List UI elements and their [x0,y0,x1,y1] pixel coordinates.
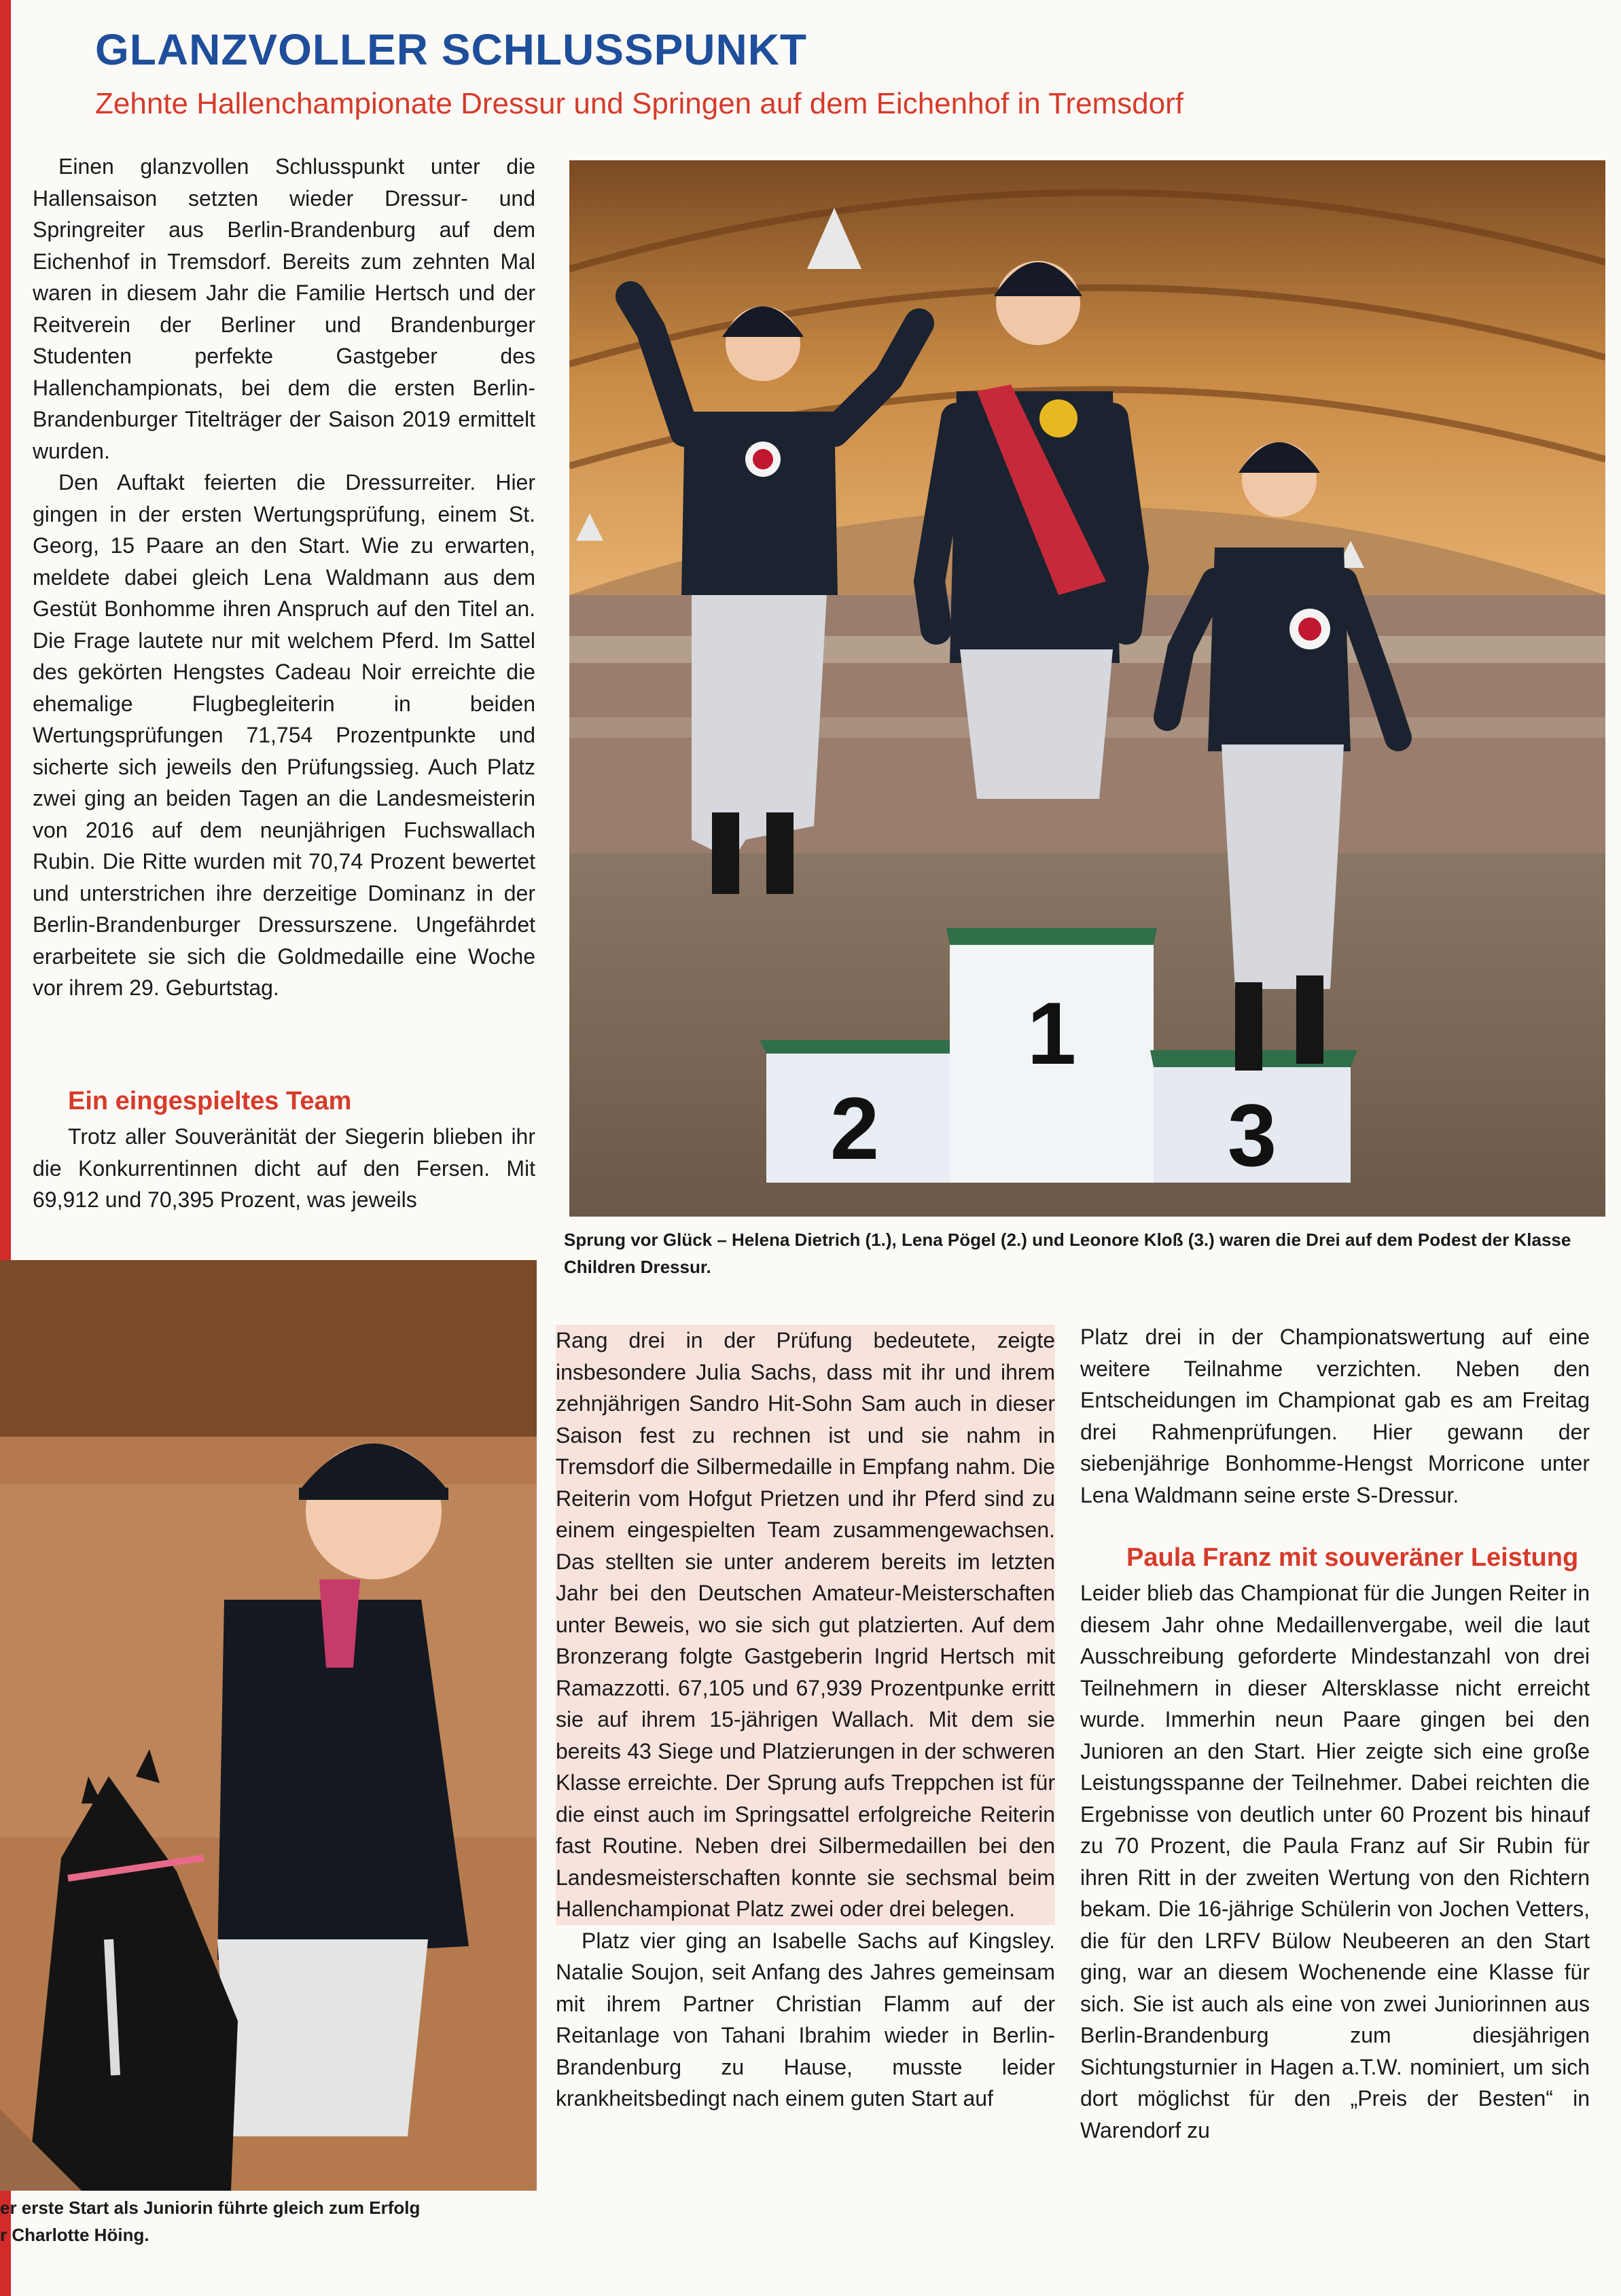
article-headline: GLANZVOLLER SCHLUSSPUNKT [95,25,807,74]
subheading-paula-franz: Paula Franz mit souveräner Leistung [1126,1543,1579,1572]
subheading-team: Ein eingespieltes Team [68,1087,352,1115]
paragraph-silver-medal: Rang drei in der Prüfung bedeutete, zeigte insbesondere Julia Sachs, dass mit ihr und ihrem zehnjährigen Sandro Hit-Sohn Sam auch in dieser Saison fest zu rechnen ist und sie nahm in Tremsdorf die Silbermedaille in Empfang nahm. Die Reiterin vom Hofgut Prietzen und ihr Pferd sind zu einem eingespielten Team zusammengewachsen. Das stellten sie unter anderem bereits im letzten Jahr bei den Deutschen Amateur-Meisterschaften unter Beweis, wo sie sich gut platzierten. Auf dem Bronzerang folgte Gastgeberin Ingrid Hertsch mit Ramazzotti. 67,105 und 67,939 Prozentpunke erritt sie auf ihrem 15-jährigen Wallach. Mit dem sie bereits 43 Siege und Platzierungen in der schweren Klasse erreichte. Der Sprung aufs Treppchen ist für die einst auch im Springsattel erfolgreiche Reiterin fast Routine. Neben drei Silbermedaillen bei den Landesmeisterschaften konnte sie sechsmal beim Hallenchampionat Platz zwei oder drei belegen. [556,1325,1055,1925]
paragraph-juniors: Leider blieb das Championat für die Jungen Reiter in diesem Jahr ohne Medaillenvergabe, weil die laut Ausschreibung geforderte Mindestanzahl von drei Teilnehmern in dieser Altersklasse nicht erreicht wurde. Immerhin neun Paare gingen bei den Junioren an den Start. Hier zeigte sich eine große Leistungsspanne der Teilnehmer. Dabei reichten die Ergebnisse von deutlich unter 60 Prozent bis hinauf zu 70 Prozent, die Paula Franz auf Sir Rubin für ihren Ritt in der zweiten Wertung von den Richtern bekam. Die 16-jährige Schülerin von Jochen Vetters, die für den LRFV Bülow Neubeeren an den Start ging, war an diesem Wochenende eine Klasse für sich. Sie ist auch als eine von zwei Juniorinnen aus Berlin-Brandenburg zum diesjährigen Sichtungsturnier in Hagen a.T.W. nominiert, um sich dort möglichst für den „Preis der Besten“ in Warendorf zu [1080,1581,1590,2142]
caption-line-1: er erste Start als Juniorin führte gleich zum Erfolg [0,2198,421,2218]
paragraph-dressage-start: Den Auftakt feierten die Dressurreiter. Hier gingen in der ersten Wertungsprüfung, einem St. Georg, 15 Paare an den Start. Wie zu erwarten, meldete dabei gleich Lena Waldmann aus dem Gestüt Bonhomme ihren Anspruch auf den Titel an. Die Frage lautete nur mit welchem Pferd. Im Sattel des gekörten Hengstes Cadeau Noir erreichte die ehemalige Flugbegleiterin in beiden Wertungsprüfungen 71,754 Prozentpunkte und sicherte sich jeweils den Prüfungssieg. Auch Platz zwei ging an beiden Tagen an die Landesmeisterin von 2016 auf dem neunjährigen Fuchswallach Rubin. Die Ritte wurden mit 70,74 Prozent bewertet und unterstrichen ihre derzeitige Dominanz in der Berlin-Brandenburger Dressurszene. Ungefährdet erarbeitete sie sich die Goldmedaille eine Woche vor ihrem 29. Geburtstag. [33,470,535,1000]
podium-photo-caption: Sprung vor Glück – Helena Dietrich (1.), Lena Pögel (2.) und Leonore Kloß (3.) waren die Drei auf dem Podest der Klasse Children Dressur. [564,1230,1571,1277]
left-column-upper [33,151,535,1004]
middle-column [556,1325,1055,2115]
right-column [1080,1321,1590,2146]
paragraph-competitors: Trotz aller Souveränität der Siegerin blieben ihr die Konkurrentinnen dicht auf den Fersen. Mit 69,912 und 70,395 Prozent, was jeweils [33,1124,535,1212]
left-column-lower [33,1086,535,1216]
article-subheadline: Zehnte Hallenchampionate Dressur und Springen auf dem Eichenhof in Tremsdorf [95,87,1184,120]
rider-horse-photo-caption [0,2194,537,2248]
podium-number-2: 2 [830,1079,880,1178]
podium-number-3: 3 [1227,1086,1277,1185]
podium-photo [569,160,1605,1217]
podium-number-1: 1 [1027,984,1077,1083]
rider-horse-photo [0,1260,537,2191]
caption-line-2: r Charlotte Höing. [0,2225,149,2245]
paragraph-fourth-place: Platz vier ging an Isabelle Sachs auf Kingsley. Natalie Soujon, seit Anfang des Jahres gemeinsam mit ihrem Partner Christian Flamm auf der Reitanlage von Tahani Ibrahim wieder in Berlin-Brandenburg zu Hause, musste leider krankheitsbedingt nach einem guten Start auf [556,1928,1055,2111]
paragraph-intro: Einen glanzvollen Schlusspunkt unter die Hallensaison setzten wieder Dressur- und Springreiter aus Berlin-Brandenburg auf dem Eichenhof in Tremsdorf. Bereits zum zehnten Mal waren in diesem Jahr die Familie Hertsch und der Reitverein der Berliner und Brandenburger Studenten perfekte Gastgeber des Hallenchampionats, bei dem die ersten Berlin-Brandenburger Titelträger der Saison 2019 ermittelt wurden. [33,154,535,463]
paragraph-side-events: Platz drei in der Championatswertung auf eine weitere Teilnahme verzichten. Neben den Entscheidungen im Championat gab es am Freitag drei Rahmenprüfungen. Hier gewann der siebenjährige Bonhomme-Hengst Morricone unter Lena Waldmann seine erste S-Dressur. [1080,1325,1590,1507]
